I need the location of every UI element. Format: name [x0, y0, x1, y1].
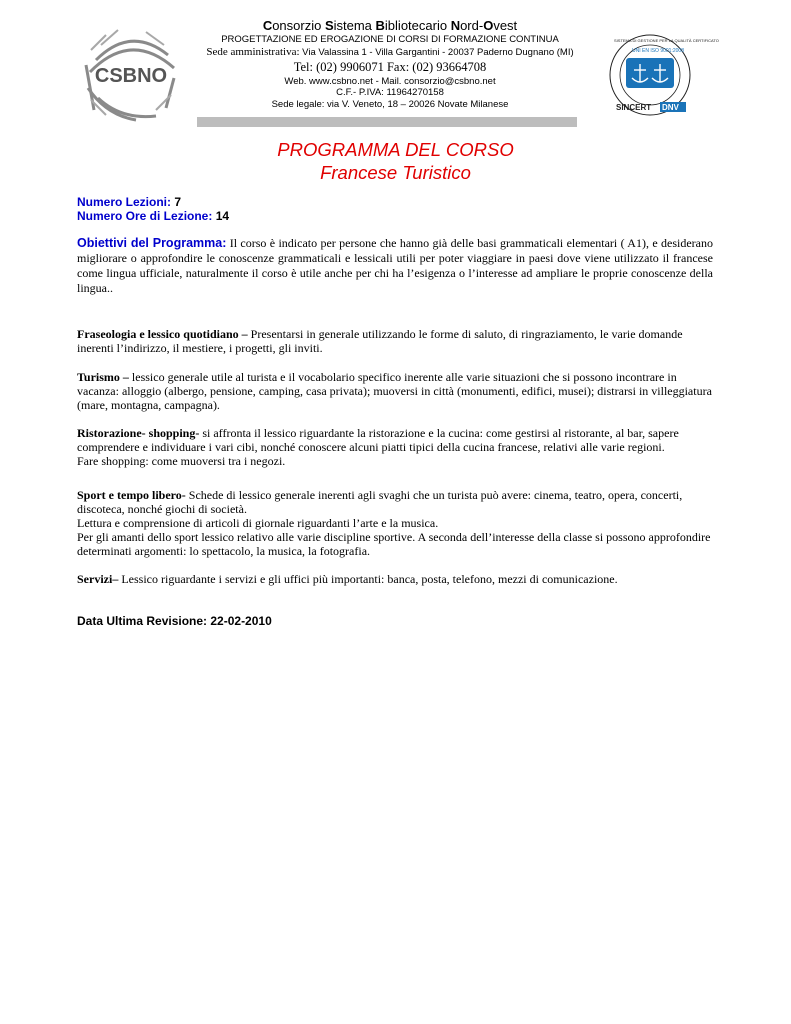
svg-text:SINCERT: SINCERT	[616, 103, 652, 112]
svg-text:SISTEMA DI GESTIONE PER LA QUA: SISTEMA DI GESTIONE PER LA QUALITÀ CERTIFICATO	[614, 38, 719, 43]
page-title: PROGRAMMA DEL CORSO	[277, 139, 514, 160]
svg-text:DNV: DNV	[662, 103, 679, 112]
svg-text:UNI EN ISO 9001:2008: UNI EN ISO 9001:2008	[632, 48, 684, 54]
section-turismo: Turismo – lessico generale utile al turista e il vocabolario specifico inerente alle varie situazioni che si possono incontrare in vacanza: alloggio (albergo, pensione, camping, casa privata); muoversi in città (monumenti, edifici, musei); distrarsi in villeggiatura (mare, montagna, campagna).	[77, 370, 712, 412]
course-name: Francese Turistico	[320, 162, 471, 183]
lesson-hours: Numero Ore di Lezione: 14	[77, 209, 230, 223]
org-address: Sede amministrativa: Via Valassina 1 - Villa Gargantini - 20037 Paderno Dugnano (MI)	[206, 46, 574, 59]
revision-date: Data Ultima Revisione: 22-02-2010	[77, 614, 272, 628]
iso-certification-icon	[602, 32, 719, 118]
section-ristorazione: Ristorazione- shopping- si affronta il lessico riguardante la ristorazione e la cucina: come gestirsi al ristorante, al bar, sapere comprendere e individuare i vari cibi, nonché conoscere alcuni piatti tipici della cucina francese, relativi alle varie regioni. Fare shopping: come muoversi tra i negozi.	[77, 426, 679, 468]
org-subtitle: PROGETTAZIONE ED EROGAZIONE DI CORSI DI FORMAZIONE CONTINUA	[221, 34, 559, 46]
section-servizi: Servizi– Lessico riguardante i servizi e gli uffici più importanti: banca, posta, telefono, mezzi di comunicazione.	[77, 572, 618, 586]
org-vat: C.F.- P.IVA: 11964270158	[336, 87, 444, 99]
org-name: Consorzio Sistema Bibliotecario Nord-Ovest	[262, 18, 518, 33]
header-divider	[197, 117, 577, 127]
svg-text:CSBNO: CSBNO	[94, 65, 168, 87]
org-web: Web. www.csbno.net - Mail. consorzio@csbno.net	[284, 75, 496, 87]
section-sport: Sport e tempo libero- Schede di lessico generale inerenti agli svaghi che un turista può avere: cinema, teatro, opera, concerti, discoteca, nonché giochi di società. Lettura e comprensione di articoli di giornale riguardanti l’arte e la musica. Per gli amanti dello sport lessico relativo alle varie discipline sportive. A seconda dell’interesse della classe si possono approfondire determinati argomenti: lo spettacolo, la musica, la fotografia.	[77, 488, 711, 558]
section-fraseologia: Fraseologia e lessico quotidiano – Presentarsi in generale utilizzando le forme di saluto, di ringraziamento, le varie domande inerenti l’indirizzo, il mestiere, i progetti, gli inviti.	[77, 327, 683, 355]
letterhead	[190, 18, 590, 111]
org-phone: Tel: (02) 9906071 Fax: (02) 93664708	[293, 59, 487, 74]
lessons-count: Numero Lezioni: 7	[77, 195, 182, 209]
program-objectives: Obiettivi del Programma: Il corso è indicato per persone che hanno già delle basi grammaticali elementari ( A1), e desiderano migliorare o approfondire le conoscenze grammaticali e lessicali utili per poter viaggiare in paesi dove viene utilizzato il francese come lingua ufficiale, naturalmente il corso è utile anche per chi ha l’esigenza o l’interesse ad ampliare le proprie conoscenze della lingua..	[77, 236, 713, 295]
csbno-logo-icon	[76, 20, 186, 130]
org-legal-address: Sede legale: via V. Veneto, 18 – 20026 Novate Milanese	[271, 99, 509, 111]
